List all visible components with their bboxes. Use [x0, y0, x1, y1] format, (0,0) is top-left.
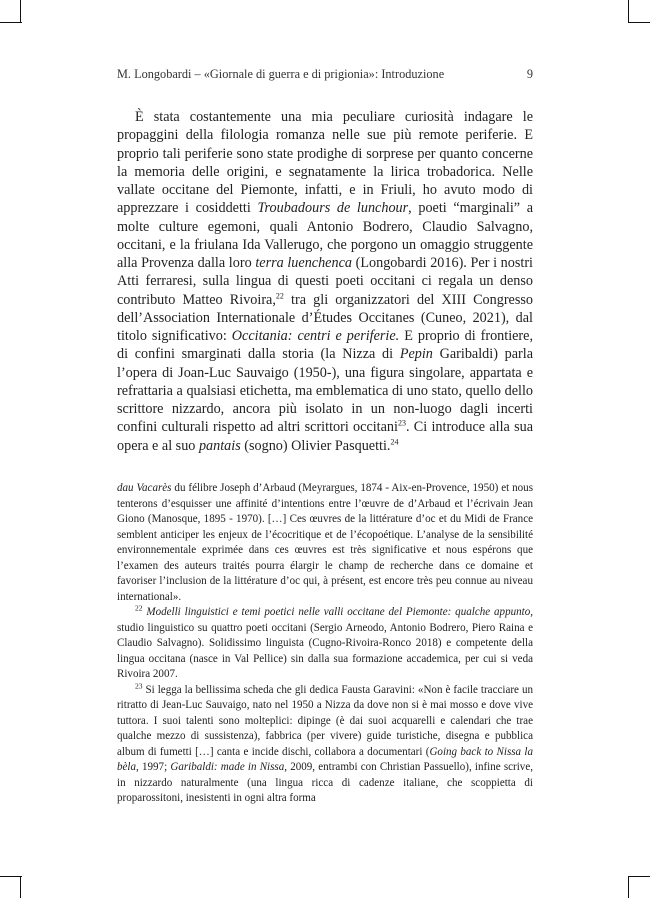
text-run: du félibre Joseph d’Arbaud (Meyrargues, 1874 - Aix-en-Provence, 1950) et nous tenterons d’esquisser une affinité d’intentions entre l’œuvre de d’Arbaud et l’écrivain Jean Giono (Manosque, 1895 - 1970). […] Ces œuvres de la littérature d’oc et du Midi de France semblent anticiper les enjeux de l’écocritique et de l’écopoétique. L’analyse de la sensibilité environnementale exprimée dans ces œuvres est très significative et nous espérons que l’examen des auteurs traités pourra élargir le champ de recherche dans ce domaine et favoriser l’inclusion de la littérature d’oc qui, à présent, est encore très peu connue au niveau international».: [117, 482, 533, 603]
footnote-continuation: [117, 481, 533, 605]
page-number: 9: [526, 67, 533, 81]
paragraph: [117, 108, 533, 455]
italic-run: Troubadours de lunchour: [257, 200, 409, 217]
italic-run: Pepin: [399, 346, 433, 363]
footnote-22: [117, 605, 533, 683]
text-run: E proprio di frontiere, di confini smarginati dalla storia (la Nizza di: [117, 328, 534, 363]
crop-mark: [0, 876, 22, 877]
crop-mark: [20, 0, 21, 22]
text-run: Garibaldi) parla l’opera di Joan-Luc Sauvaigo (1950-), una figura singolare, appartata e refrattaria a qualsiasi etichetta, ma emblematica di uno stato, quello dello scrittore nizzardo, ancora più isolato in un non-luogo dagli incerti confini culturali rispetto ad altri scrittori occitani: [117, 346, 534, 436]
footnote-ref[interactable]: 22: [275, 290, 284, 300]
italic-run: terra luenchenca: [255, 255, 352, 271]
text-run: (sogno) Olivier Pasquetti.: [240, 437, 391, 454]
text-run: (Longobardi 2016). Per i nostri Atti ferraresi, sulla lingua di questi poeti occitani ci regala un denso contributo Matteo Rivoira,: [117, 255, 533, 308]
crop-mark: [0, 22, 22, 23]
footnotes: [117, 481, 533, 807]
text-run: tra gli organizzatori del XIII Congresso dell’Association Internationale d’Études Occitanes (Cuneo, 2021), dal titolo significativo:: [117, 291, 533, 344]
text-run: , 2009, entrambi con Christian Passuello), infine scrive, in nizzardo naturalmente (una lingua ricca di cadenze italiane, che scoppietta di proparossitoni, inesistenti in ogni altra forma: [117, 761, 533, 804]
text-run: Si legga la bellissima scheda che gli dedica Fausta Garavini: «Non è facile tracciare un ritratto di Jean-Luc Sauvaigo, nato nel 1950 a Nizza da dove non si è mai mosso e dove vive tuttora. I suoi talenti sono molteplici: dipinge (è dai suoi acquarelli e calendari che trae qualche mezzo di sussistenza), fabbrica (per vivere) guide turistiche, disegna e pubblica album di fumetti […] canta e incide dischi, collabora a documentari (: [117, 683, 533, 758]
crop-mark: [628, 876, 650, 877]
text-run: . Ci introduce alla sua opera e al suo: [117, 419, 533, 454]
text-run: , 1997;: [136, 761, 171, 773]
footnote-number: 22: [135, 603, 143, 613]
italic-run: Going back to Nissa la bèla: [117, 745, 533, 773]
text-run: studio linguistico su quattro poeti occitani (Sergio Arneodo, Antonio Bodrero, Piero Raina e Claudio Salvagno). Solidissimo linguista (Cugno-Rivoira-Ronco 2018) e competente della lingua occitana (nasce in Val Pellice) sin dalla sua formazione accademica, per cui si veda Rivoira 2007.: [117, 621, 533, 680]
crop-mark: [628, 22, 650, 23]
italic-run: pantais: [198, 437, 241, 454]
text-run: , poeti “marginali” a molte culture egemoni, quali Antonio Bodrero, Claudio Salvagno, occitani, e la friulana Ida Vallerugo, che porgono un omaggio struggente alla Provenza dalla loro: [117, 200, 533, 271]
italic-run: dau Vacarès: [117, 482, 172, 494]
footnote-number: 23: [135, 680, 143, 690]
running-title: M. Longobardi – «Giornale di guerra e di prigionia»: Introduzione: [117, 67, 445, 81]
footnote-23: [117, 680, 533, 807]
main-text: [117, 108, 533, 455]
italic-run: Occitania: centri e periferie.: [231, 328, 400, 344]
text-run: È stata costantemente una mia peculiare curiosità indagare le propaggini della filologia romanza nelle sue più remote periferie. E proprio tali periferie sono state prodighe di sorprese per quanto concerne la memoria delle origini, e segnatamente la lirica trobadorica. Nelle vallate occitane del Piemonte, infatti, e in Friuli, ho avuto modo di apprezzare i cosiddetti: [117, 109, 533, 217]
footnote-ref[interactable]: 24: [390, 436, 399, 446]
crop-mark: [628, 0, 629, 22]
footnote-ref[interactable]: 23: [397, 418, 406, 428]
crop-mark: [20, 876, 21, 898]
italic-run: Garibaldi: made in Nissa: [170, 761, 285, 773]
italic-run: Modelli linguistici e temi poetici nelle valli occitane del Piemonte: qualche appunto,: [146, 606, 533, 618]
crop-mark: [628, 876, 629, 898]
running-header: [117, 67, 533, 82]
